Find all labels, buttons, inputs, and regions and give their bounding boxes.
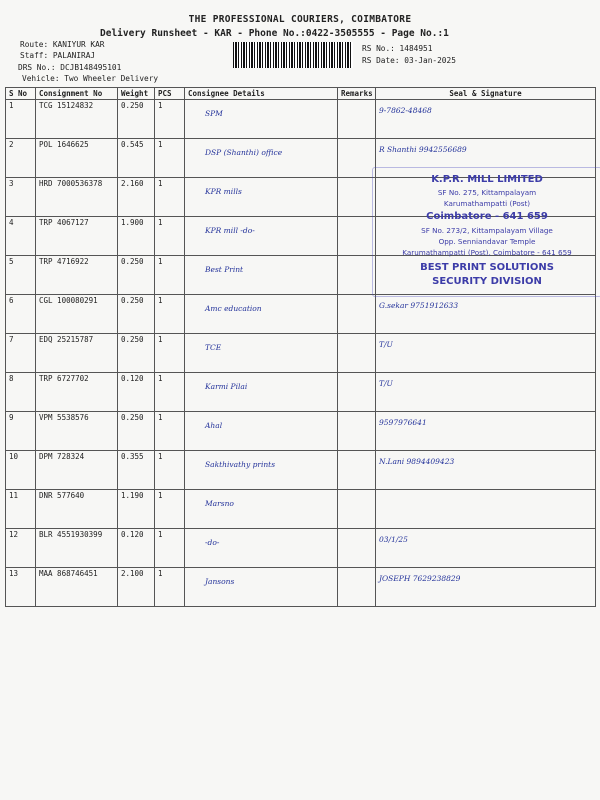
weight-cell: 2.100 <box>118 568 155 607</box>
consignment-cell: TCG 15124832 <box>36 100 118 139</box>
remarks-cell <box>338 256 376 295</box>
stamp-line: SECURITY DIVISION <box>432 276 542 287</box>
stamp-line: SF No. 275, Kittampalayam <box>437 188 537 197</box>
remarks-cell <box>338 451 376 490</box>
remarks-cell <box>338 178 376 217</box>
table-row <box>6 529 596 568</box>
company-title: THE PROFESSIONAL COURIERS, COIMBATORE <box>188 14 412 25</box>
pcs-cell: 1 <box>155 412 185 451</box>
remarks-cell <box>338 412 376 451</box>
pcs-cell: 1 <box>155 568 185 607</box>
remarks-cell <box>338 100 376 139</box>
consignment-cell: MAA 868746451 <box>36 568 118 607</box>
pcs-cell: 1 <box>155 529 185 568</box>
pcs-cell: 1 <box>155 256 185 295</box>
consignee-cell: SPM <box>185 100 338 139</box>
sno-cell: 2 <box>6 139 36 178</box>
sno-cell: 5 <box>6 256 36 295</box>
weight-cell: 0.250 <box>118 295 155 334</box>
table-row <box>6 412 596 451</box>
consignment-cell: DNR 577640 <box>36 490 118 529</box>
sno-cell: 7 <box>6 334 36 373</box>
table-row <box>6 451 596 490</box>
stamp-line: Karumathampatti (Post) <box>443 199 531 208</box>
consignee-cell: Marsno <box>185 490 338 529</box>
signature-cell: 9597976641 <box>376 412 596 451</box>
remarks-cell <box>338 217 376 256</box>
pcs-cell: 1 <box>155 217 185 256</box>
remarks-cell <box>338 295 376 334</box>
sno-cell: 3 <box>6 178 36 217</box>
consignee-cell: KPR mills <box>185 178 338 217</box>
weight-cell: 1.190 <box>118 490 155 529</box>
table-row <box>6 490 596 529</box>
weight-cell: 0.250 <box>118 256 155 295</box>
pcs-cell: 1 <box>155 178 185 217</box>
runsheet-title: Delivery Runsheet - KAR - Phone No.:0422-3505555 - Page No.:1 <box>100 28 449 39</box>
consignment-cell: CGL 100080291 <box>36 295 118 334</box>
signature-cell: T/U <box>376 334 596 373</box>
consignee-cell: Amc education <box>185 295 338 334</box>
remarks-cell <box>338 490 376 529</box>
table-header-row <box>6 88 596 100</box>
vehicle-field: Vehicle: Two Wheeler Delivery <box>22 74 159 83</box>
remarks-cell <box>338 568 376 607</box>
stamp-line: Karumathampatti (Post), Coimbatore - 641 659 <box>402 248 572 257</box>
col-header-consignee: Consignee Details <box>185 88 338 100</box>
consignee-cell: KPR mill -do- <box>185 217 338 256</box>
col-header-sno: S No <box>6 88 36 100</box>
weight-cell: 0.250 <box>118 100 155 139</box>
weight-cell: 0.250 <box>118 334 155 373</box>
stamp-line: Coimbatore - 641 659 <box>426 211 548 222</box>
rs-no-field: RS No.: 1484951 <box>362 44 433 53</box>
consignee-cell: Ahal <box>185 412 338 451</box>
stamp-line: BEST PRINT SOLUTIONS <box>420 262 554 273</box>
table-row <box>6 568 596 607</box>
weight-cell: 0.355 <box>118 451 155 490</box>
consignment-cell: TRP 4716922 <box>36 256 118 295</box>
weight-cell: 1.900 <box>118 217 155 256</box>
consignment-cell: VPM 5538576 <box>36 412 118 451</box>
pcs-cell: 1 <box>155 373 185 412</box>
table-row <box>6 334 596 373</box>
stamp-line: SF No. 273/2, Kittampalayam Village <box>421 226 553 235</box>
rs-date-field: RS Date: 03-Jan-2025 <box>362 56 456 65</box>
consignment-cell: TRP 6727702 <box>36 373 118 412</box>
consignee-cell: Best Print <box>185 256 338 295</box>
signature-cell: N.Lani 9894409423 <box>376 451 596 490</box>
signature-cell: 03/1/25 <box>376 529 596 568</box>
col-header-remarks: Remarks <box>338 88 376 100</box>
consignee-cell: Sakthivathy prints <box>185 451 338 490</box>
table-row <box>6 373 596 412</box>
pcs-cell: 1 <box>155 451 185 490</box>
signature-cell: T/U <box>376 373 596 412</box>
pcs-cell: 1 <box>155 100 185 139</box>
consignment-cell: TRP 4067127 <box>36 217 118 256</box>
consignee-cell: Karmi Pilai <box>185 373 338 412</box>
weight-cell: 0.545 <box>118 139 155 178</box>
weight-cell: 0.120 <box>118 373 155 412</box>
remarks-cell <box>338 139 376 178</box>
consignment-cell: EDQ 25215787 <box>36 334 118 373</box>
col-header-signature: Seal & Signature <box>376 88 596 100</box>
consignment-cell: HRD 7000536378 <box>36 178 118 217</box>
weight-cell: 2.160 <box>118 178 155 217</box>
consignee-cell: -do- <box>185 529 338 568</box>
pcs-cell: 1 <box>155 490 185 529</box>
signature-cell: JOSEPH 7629238829 <box>376 568 596 607</box>
stamp-line: K.P.R. MILL LIMITED <box>431 174 543 185</box>
remarks-cell <box>338 529 376 568</box>
remarks-cell <box>338 334 376 373</box>
consignment-cell: POL 1646625 <box>36 139 118 178</box>
runsheet-table <box>5 87 596 607</box>
consignee-cell: DSP (Shanthi) office <box>185 139 338 178</box>
signature-cell: 9-7862-48468 <box>376 100 596 139</box>
consignee-cell: TCE <box>185 334 338 373</box>
weight-cell: 0.250 <box>118 412 155 451</box>
sno-cell: 9 <box>6 412 36 451</box>
col-header-weight: Weight <box>118 88 155 100</box>
signature-cell: G.sekar 9751912633 <box>376 295 596 334</box>
sno-cell: 6 <box>6 295 36 334</box>
route-field: Route: KANIYUR KAR <box>20 40 105 49</box>
staff-field: Staff: PALANIRAJ <box>20 51 96 60</box>
signature-cell <box>376 490 596 529</box>
signature-cell: R Shanthi 9942556689 <box>376 139 596 178</box>
consignment-cell: BLR 4551930399 <box>36 529 118 568</box>
consignment-cell: DPM 728324 <box>36 451 118 490</box>
sno-cell: 4 <box>6 217 36 256</box>
remarks-cell <box>338 373 376 412</box>
weight-cell: 0.120 <box>118 529 155 568</box>
table-row <box>6 295 596 334</box>
col-header-pcs: PCS <box>155 88 185 100</box>
stamp-line: Opp. Senniandavar Temple <box>438 237 536 246</box>
col-header-consignment: Consignment No <box>36 88 118 100</box>
table-row <box>6 100 596 139</box>
pcs-cell: 1 <box>155 295 185 334</box>
sno-cell: 13 <box>6 568 36 607</box>
sno-cell: 12 <box>6 529 36 568</box>
company-stamp <box>372 167 600 297</box>
sno-cell: 8 <box>6 373 36 412</box>
drs-field: DRS No.: DCJB148495101 <box>18 63 122 72</box>
sno-cell: 11 <box>6 490 36 529</box>
pcs-cell: 1 <box>155 139 185 178</box>
sno-cell: 1 <box>6 100 36 139</box>
barcode <box>233 42 353 68</box>
consignee-cell: Jansons <box>185 568 338 607</box>
pcs-cell: 1 <box>155 334 185 373</box>
sno-cell: 10 <box>6 451 36 490</box>
